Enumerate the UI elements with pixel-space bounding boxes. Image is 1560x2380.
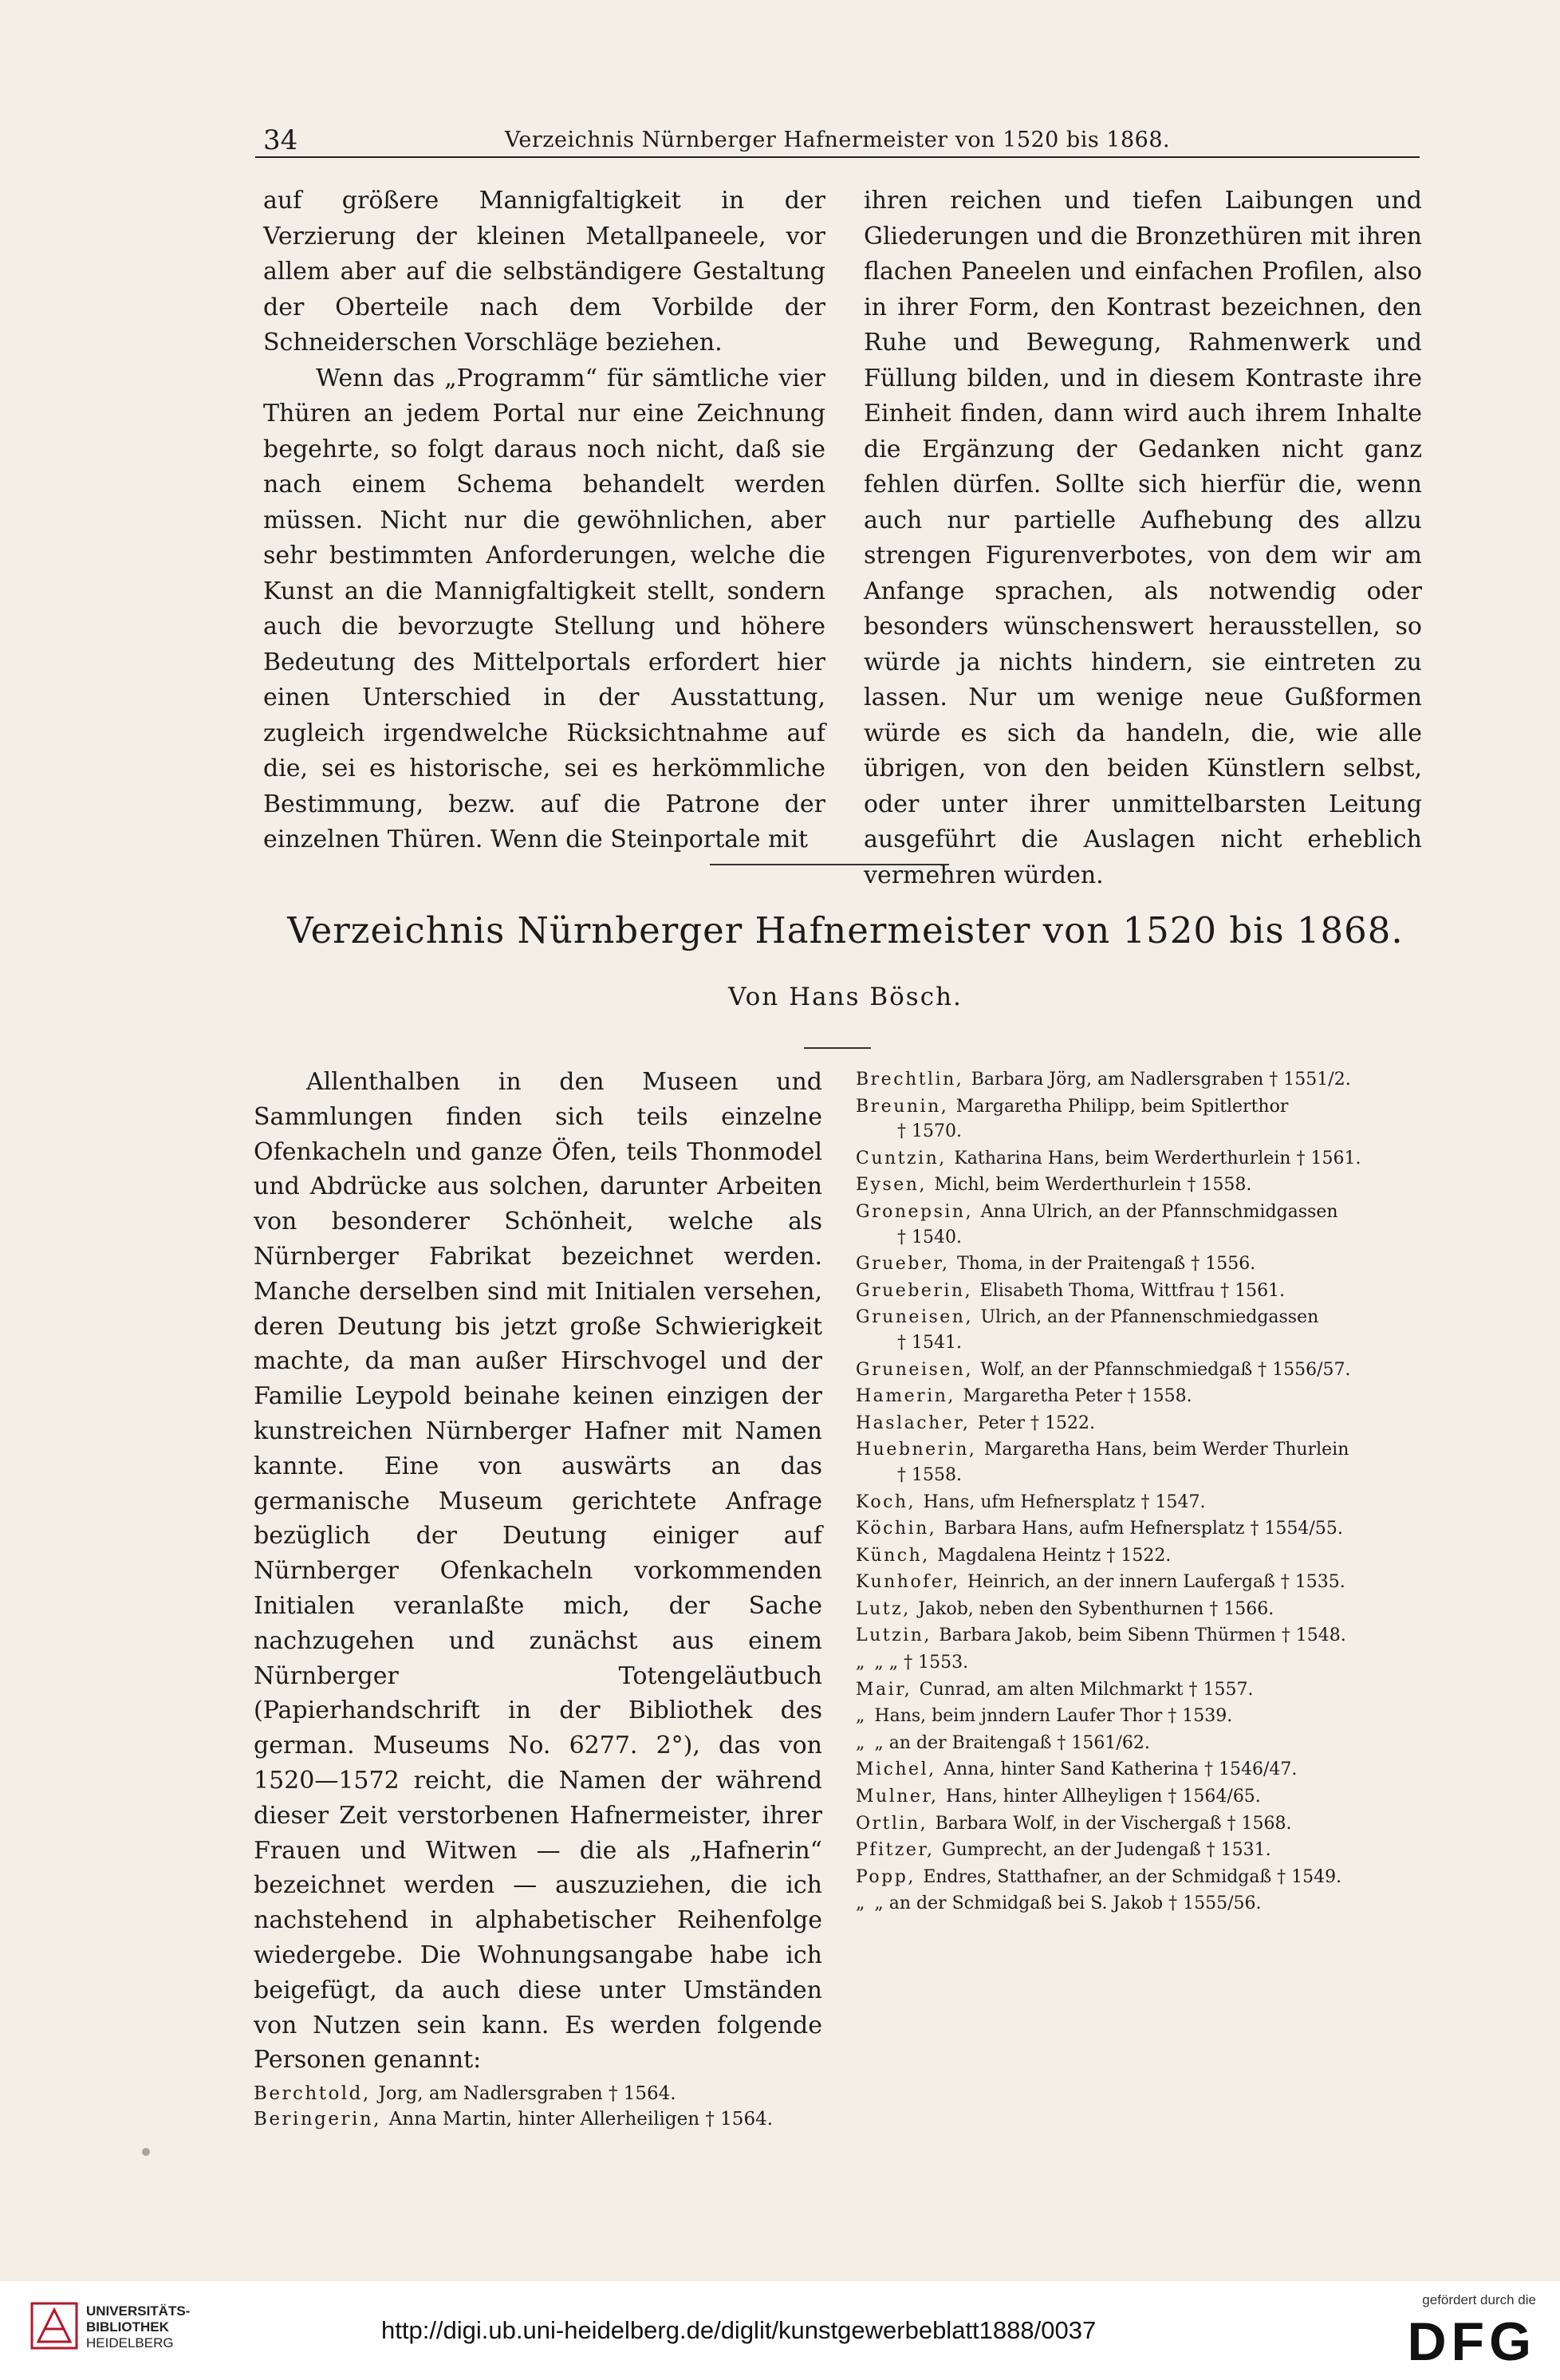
article-title: Verzeichnis Nürnberger Hafnermeister von 1520 bis 1868. — [287, 909, 1404, 952]
entry-surname: „ — [856, 1732, 875, 1753]
register-entry — [856, 1357, 1430, 1383]
register-entry — [856, 1146, 1430, 1172]
entry-surname: Mulner, — [856, 1787, 947, 1807]
university-line: BIBLIOTHEK — [86, 2319, 169, 2335]
entry-surname: Gruneisen, — [856, 1359, 981, 1380]
register-entry — [856, 1784, 1430, 1810]
register-entry — [856, 1597, 1430, 1622]
register-entry — [856, 1731, 1430, 1756]
register-entry — [856, 1865, 1430, 1890]
entry-details: Wolf, an der Pfannschmiedgaß † 1556/57. — [980, 1359, 1351, 1380]
entry-surname: Pfitzer, — [856, 1840, 943, 1861]
entry-surname: Kunhofer, — [856, 1572, 967, 1593]
entry-details: Peter † 1522. — [977, 1413, 1096, 1433]
register-entry — [856, 1251, 1430, 1277]
entry-surname: Mair, — [856, 1679, 920, 1700]
university-line: UNIVERSITÄTS- — [86, 2303, 191, 2319]
source-url-link[interactable]: http://digi.ub.uni-heidelberg.de/diglit/kunstgewerbeblatt1888/0037 — [381, 2316, 1097, 2344]
university-line: HEIDELBERG — [86, 2335, 174, 2350]
register-entry — [856, 1305, 1430, 1355]
entry-surname: Lutzin, — [856, 1625, 940, 1646]
entry-surname: Eysen, — [856, 1175, 935, 1196]
entry-details: Michl, beim Werderthurlein † 1558. — [934, 1175, 1252, 1196]
entry-surname: Brechtlin, — [856, 1070, 971, 1090]
register-entry — [856, 1200, 1430, 1250]
register-entry — [856, 1411, 1430, 1436]
entry-details: Anna, hinter Sand Katherina † 1546/47. — [943, 1759, 1298, 1780]
paper-speck — [142, 2148, 150, 2156]
article-byline: Von Hans Bösch. — [728, 983, 963, 1011]
entry-details: „ „ † 1553. — [874, 1653, 969, 1673]
running-head — [255, 121, 1420, 158]
entry-details: Barbara Jakob, beim Sibenn Thürmen † 1548. — [939, 1625, 1346, 1646]
entry-details: „ an der Schmidgaß bei S. Jakob † 1555/56. — [874, 1893, 1262, 1914]
register-entry — [856, 1543, 1430, 1569]
register-entry — [856, 1811, 1430, 1837]
entry-surname: Breunin, — [856, 1096, 956, 1117]
entry-surname: Gronepsin, — [856, 1201, 981, 1222]
entry-details: Cunrad, am alten Milchmarkt † 1557. — [919, 1679, 1254, 1700]
entry-surname: Koch, — [856, 1491, 924, 1512]
university-name — [86, 2303, 190, 2351]
entry-details: Margaretha Hans, beim Werder Thurlein — [983, 1440, 1349, 1460]
register-entry — [856, 1437, 1430, 1488]
register-entry — [856, 1838, 1430, 1863]
entry-details: „ an der Braitengaß † 1561/62. — [874, 1732, 1150, 1753]
entry-surname: Huebnerin, — [856, 1440, 984, 1460]
entry-surname: Cuntzin, — [856, 1148, 955, 1168]
register-entry — [856, 1172, 1430, 1198]
article-column-right — [856, 1067, 1430, 1918]
entry-surname: Gruneisen, — [856, 1307, 981, 1328]
entry-continuation: † 1540. — [897, 1227, 962, 1247]
register-entry — [254, 2081, 822, 2106]
entry-surname: Berchtold, — [254, 2083, 379, 2105]
page-number: 34 — [263, 124, 298, 156]
entry-details: Hans, hinter Allheyligen † 1564/65. — [946, 1787, 1261, 1807]
register-entry — [856, 1570, 1430, 1595]
entry-list-left — [254, 2081, 822, 2132]
entry-details: Barbara Hans, aufm Hefnersplatz † 1554/55. — [943, 1519, 1343, 1539]
entry-surname: „ — [856, 1653, 875, 1673]
entry-details: Heinrich, an der innern Laufergaß † 1535. — [967, 1572, 1345, 1593]
entry-details: Ulrich, an der Pfannenschmiedgassen — [980, 1307, 1319, 1328]
entry-continuation: † 1558. — [897, 1464, 962, 1485]
university-logo-icon — [30, 2302, 78, 2350]
entry-details: Jakob, neben den Sybenthurnen † 1566. — [918, 1598, 1274, 1619]
register-entry — [856, 1623, 1430, 1649]
entry-details: Katharina Hans, beim Werderthurlein † 1561. — [954, 1148, 1361, 1168]
entry-details: Magdalena Heintz † 1522. — [937, 1545, 1172, 1566]
entry-surname: Künch, — [856, 1545, 938, 1566]
register-entry — [856, 1490, 1430, 1515]
entry-details: Anna Ulrich, an der Pfannschmidgassen — [980, 1201, 1338, 1222]
entry-surname: „ — [856, 1706, 875, 1727]
entry-details: Margaretha Philipp, beim Spitlerthor — [955, 1096, 1289, 1117]
top-text-column-left — [263, 183, 825, 858]
paragraph: auf größere Mannigfaltigkeit in der Verzierung der kleinen Metallpaneele, vor allem aber auf die selbständigere Gestaltung der Oberteile nach dem Vorbilde der Schneiderschen Vorschläge beziehen. — [263, 187, 825, 357]
top-text-column-right — [864, 183, 1422, 893]
entry-details: Elisabeth Thoma, Wittfrau † 1561. — [979, 1280, 1286, 1301]
register-entry — [856, 1279, 1430, 1304]
register-entry — [856, 1757, 1430, 1783]
entry-surname: Michel, — [856, 1759, 944, 1780]
entry-details: Margaretha Peter † 1558. — [963, 1386, 1192, 1407]
entry-surname: Grueber, — [856, 1254, 957, 1275]
register-entry — [856, 1891, 1430, 1917]
entry-details: Jorg, am Nadlersgraben † 1564. — [378, 2083, 676, 2105]
entry-surname: Hamerin, — [856, 1386, 963, 1407]
title-divider — [804, 1047, 871, 1049]
register-entry — [856, 1704, 1430, 1729]
register-entry — [856, 1650, 1430, 1676]
section-divider — [710, 864, 949, 865]
entry-details: Anna Martin, hinter Allerheiligen † 1564. — [388, 2109, 774, 2130]
intro-paragraph: Allenthalben in den Museen und Sammlungen finden sich teils einzelne Ofenkacheln und ganze Öfen, teils Thonmodel und Abdrücke aus solchen, darunter Arbeiten von besonderer Schönheit, welche als Nürnberger Fabrikat bezeichnet werden. Manche derselben sind mit Initialen versehen, deren Deutung bis jetzt große Schwierigkeit machte, da man außer Hirschvogel und der Familie Leypold beinahe keinen einzigen der kunstreichen Nürnberger Hafner mit Namen kannte. Eine von auswärts an das germanische Museum gerichtete Anfrage bezüglich der Deutung einiger auf Nürnberger Ofenkacheln vorkommenden Initialen veranlaßte mich, der Sache nachzugehen und zunächst aus einem Nürnberger Totengeläutbuch (Papierhandschrift in der Bibliothek des german. Museums No. 6277. 2°), das von 1520—1572 reicht, die Namen der während dieser Zeit verstorbenen Hafnermeister, ihrer Frauen und Witwen — die als „Hafnerin“ bezeichnet werden — auszuziehen, die ich nachstehend in alphabetischer Reihenfolge wiedergebe. Die Wohnungsangabe habe ich beigefügt, da auch diese unter Umständen von Nutzen sein kann. Es werden folgende Personen genannt: — [254, 1068, 822, 2075]
entry-surname: Ortlin, — [856, 1813, 936, 1834]
entry-continuation: † 1570. — [897, 1121, 962, 1142]
entry-surname: Lutz, — [856, 1598, 919, 1619]
entry-continuation: † 1541. — [897, 1332, 962, 1353]
register-entry — [254, 2106, 822, 2132]
article-column-left — [254, 1065, 822, 2132]
paragraph: Wenn das „Programm“ für sämtliche vier Thüren an jedem Portal nur eine Zeichnung begehrte, so folgt daraus noch nicht, daß sie nach einem Schema behandelt werden müssen. Nicht nur die gewöhnlichen, aber sehr bestimmten Anforderungen, welche die Kunst an die Mannigfaltigkeit stellt, sondern auch die bevorzugte Stellung und höhere Bedeutung des Mittelportals erfordert hier einen Unterschied in der Ausstattung, zugleich irgendwelche Rücksichtnahme auf die, sei es historische, sei es herkömmliche Bestimmung, bezw. auf die Patrone der einzelnen Thüren. Wenn die Steinportale mit — [263, 364, 825, 853]
entry-surname: Grueberin, — [856, 1280, 980, 1301]
entry-details: Barbara Jörg, am Nadlersgraben † 1551/2. — [971, 1070, 1351, 1090]
entry-surname: Popp, — [856, 1866, 924, 1887]
register-entry — [856, 1516, 1430, 1542]
running-title: Verzeichnis Nürnberger Hafnermeister von 1520 bis 1868. — [504, 128, 1171, 152]
entry-details: Thoma, in der Praitengaß † 1556. — [956, 1254, 1256, 1275]
entry-details: Hans, ufm Hefnersplatz † 1547. — [923, 1491, 1206, 1512]
entry-details: Endres, Statthafner, an der Schmidgaß † 1549. — [923, 1866, 1342, 1887]
entry-details: Gumprecht, an der Judengaß † 1531. — [942, 1840, 1271, 1861]
funding-label: gefördert durch die — [1422, 2292, 1536, 2307]
register-entry — [856, 1677, 1430, 1703]
entry-surname: Haslacher, — [856, 1413, 978, 1433]
entry-details: Barbara Wolf, in der Vischergaß † 1568. — [935, 1813, 1292, 1834]
entry-details: Hans, beim jnndern Laufer Thor † 1539. — [874, 1706, 1233, 1727]
paragraph: ihren reichen und tiefen Laibungen und Gliederungen und die Bronzethüren mit ihren flachen Paneelen und einfachen Profilen, also in ihrer Form, den Kontrast bezeichnen, den Ruhe und Bewegung, Rahmenwerk und Füllung bilden, und in diesem Kontraste ihre Einheit finden, dann wird auch ihrem Inhalte die Ergänzung der Gedanken nicht ganz fehlen dürfen. Sollte sich hierfür die, wenn auch nur partielle Aufhebung des allzu strengen Figurenverbotes, von dem wir am Anfange sprachen, als notwendig oder besonders wünschenswert herausstellen, so würde ja nichts hindern, sie eintreten zu lassen. Nur um wenige neue Gußformen würde es sich da handeln, die, wie alle übrigen, von den beiden Künstlern selbst, oder unter ihrer unmittelbarsten Leitung ausgeführt die Auslagen nicht erheblich vermehren würden. — [864, 187, 1422, 889]
entry-surname: „ — [856, 1893, 875, 1914]
entry-surname: Beringerin, — [254, 2109, 389, 2130]
register-entry — [856, 1384, 1430, 1409]
register-entry — [856, 1067, 1430, 1093]
footer-bar — [0, 2281, 1560, 2380]
register-entry — [856, 1094, 1430, 1145]
entry-surname: Köchin, — [856, 1519, 944, 1539]
dfg-logo: DFG — [1407, 2311, 1536, 2372]
